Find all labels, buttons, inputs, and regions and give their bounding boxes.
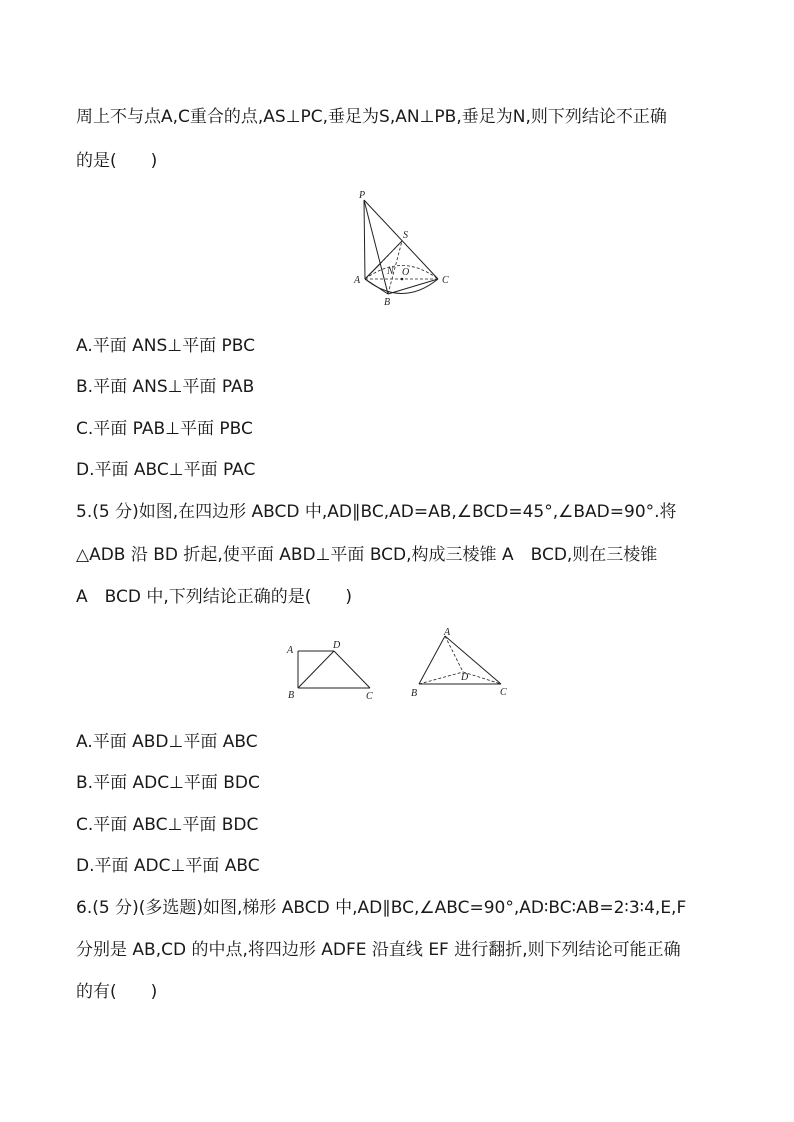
q6-stem-line3: 的有( ) [76, 982, 158, 1002]
q6-stem-line1: 6.(5 分)(多选题)如图,梯形 ABCD 中,AD∥BC,∠ABC=90°,AD∶BC∶AB=2∶3∶4,E,F [76, 898, 687, 918]
q4-option-a: A.平面 ANS⊥平面 PBC [76, 336, 255, 356]
q5-stem-line2: △ADB 沿 BD 折起,使平面 ABD⊥平面 BCD,构成三棱锥 A BCD,则在三棱锥 [76, 545, 658, 565]
q4-option-c: C.平面 PAB⊥平面 PBC [76, 419, 253, 439]
q4-label-o: O [402, 267, 410, 278]
q5-fig1-label-c: C [366, 691, 373, 702]
q5-option-d: D.平面 ADC⊥平面 ABC [76, 856, 260, 876]
q5-fig1-label-d: D [333, 640, 341, 651]
q4-label-s: S [403, 230, 408, 241]
q5-stem-line1: 5.(5 分)如图,在四边形 ABCD 中,AD∥BC,AD=AB,∠BCD=45°,∠BAD=90°.将 [76, 502, 677, 522]
q5-option-a: A.平面 ABD⊥平面 ABC [76, 732, 258, 752]
q4-label-b: B [384, 297, 391, 308]
q6-stem-line2: 分别是 AB,CD 的中点,将四边形 ADFE 沿直线 EF 进行翻折,则下列结论可能正确 [76, 940, 681, 960]
q5-fig1-label-b: B [288, 690, 295, 701]
q5-option-c: C.平面 ABC⊥平面 BDC [76, 815, 259, 835]
q4-label-c: C [442, 275, 449, 286]
q5-fig2-label-d: D [461, 672, 469, 683]
q4-stem-line1: 周上不与点A,C重合的点,AS⊥PC,垂足为S,AN⊥PB,垂足为N,则下列结论不正确 [76, 107, 667, 127]
q5-fig2-label-b: B [411, 688, 418, 699]
q5-stem-line3: A BCD 中,下列结论正确的是( ) [76, 587, 353, 607]
q5-option-b: B.平面 ADC⊥平面 BDC [76, 773, 260, 793]
q4-cone-figure [350, 188, 460, 308]
q5-fig2-label-c: C [500, 687, 507, 698]
q5-quadrilateral-figure [284, 636, 384, 706]
q4-option-d: D.平面 ABC⊥平面 PAC [76, 460, 256, 480]
q4-option-b: B.平面 ANS⊥平面 PAB [76, 377, 255, 397]
q5-fig1-label-a: A [287, 645, 294, 656]
q5-pyramid-figure [405, 626, 515, 702]
q4-label-n: N [387, 266, 394, 277]
q4-label-p: P [359, 190, 366, 201]
q4-label-a: A [354, 275, 361, 286]
q5-fig2-label-a: A [444, 627, 451, 638]
q4-stem-line2: 的是( ) [76, 151, 158, 171]
